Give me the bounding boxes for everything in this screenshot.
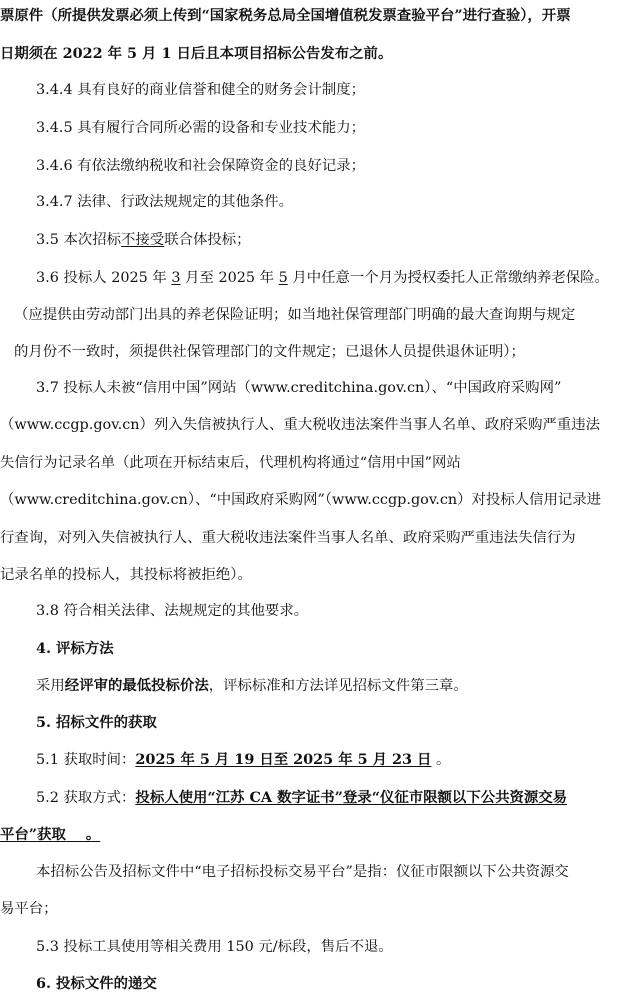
clause-5-1-label: 5.1 获取时间： xyxy=(36,752,136,768)
eval-text: 采用 xyxy=(36,678,65,694)
clause-3-4-6: 3.4.6 有依法缴纳税收和社会保障资金的良好记录； xyxy=(36,158,366,174)
acquisition-method: 投标人使用“江苏 CA 数字证书”登录“仪征市限额以下公共资源交易 xyxy=(135,789,568,806)
clause-3-4-5: 3.4.5 具有履行合同所必需的设备和专业技术能力； xyxy=(36,120,366,136)
acquisition-period: 2025 年 5 月 19 日至 2025 年 5 月 23 日 xyxy=(135,751,432,768)
section-heading-6: 6. 投标文件的递交 xyxy=(36,975,157,992)
text-line: （www.ccgp.gov.cn）列入失信被执行人、重大税收违法案件当事人名单、政府采购严重违法 xyxy=(0,417,601,433)
text-line: （www.creditchina.gov.cn）、“中国政府采购网”（www.ccgp.gov.cn）对投标人信用记录进 xyxy=(0,492,602,508)
clause-3-6-text-end: 月中任意一个月为授权委托人正常缴纳养老保险。 xyxy=(287,270,609,286)
clause-3-8: 3.8 符合相关法律、法规规定的其他要求。 xyxy=(36,603,309,619)
clause-5-1-end: 。 xyxy=(431,752,451,768)
clause-5-1 xyxy=(36,750,640,770)
text-line: 易平台； xyxy=(0,901,58,917)
acquisition-method-end: 。 xyxy=(65,826,101,843)
text-line: 失信行为记录名单（此项在开标结束后，代理机构将通过“信用中国”网站 xyxy=(0,455,461,471)
clause-3-5-text: 3.5 本次招标 xyxy=(36,232,122,248)
end-month: 5 xyxy=(278,270,288,286)
text-line: 记录名单的投标人，其投标将被拒绝）。 xyxy=(0,567,252,583)
clause-3-5 xyxy=(36,230,640,250)
acquisition-method-cont: 平台”获取 xyxy=(0,826,66,843)
eval-method-bold: 经评审的最低投标价法 xyxy=(64,677,209,694)
clause-5-2 xyxy=(36,788,640,808)
clause-5-3: 5.3 投标工具使用等相关费用 150 元/标段，售后不退。 xyxy=(36,939,393,955)
clause-5-2-label: 5.2 获取方式： xyxy=(36,790,136,806)
text-line: 的月份不一致时，须提供社保管理部门的文件规定；已退休人员提供退休证明）； xyxy=(14,344,525,360)
section-heading-5: 5. 招标文件的获取 xyxy=(36,714,157,731)
platform-note: 本招标公告及招标文件中“电子招标投标交易平台”是指：仪征市限额以下公共资源交 xyxy=(36,864,569,880)
text-line: 票原件（所提供发票必须上传到“国家税务总局全国增值税发票查验平台”进行查验），开票 xyxy=(0,7,571,24)
clause-3-7: 3.7 投标人未被“信用中国”网站（www.creditchina.gov.cn）、“中国政府采购网” xyxy=(36,380,562,396)
clause-3-4-7: 3.4.7 法律、行政法规规定的其他条件。 xyxy=(36,194,294,210)
evaluation-method xyxy=(36,676,640,696)
clause-3-5-text-end: 联合体投标； xyxy=(164,232,251,248)
text-line: 日期须在 2022 年 5 月 1 日后且本项目招标公告发布之前。 xyxy=(0,45,393,62)
clause-3-6-text: 3.6 投标人 2025 年 xyxy=(36,270,172,286)
eval-text-end: ，评标标准和方法详见招标文件第三章。 xyxy=(208,678,468,694)
clause-3-6 xyxy=(36,268,640,288)
text-line: （应提供由劳动部门出具的养老保险证明；如当地社保管理部门明确的最大查询期与规定 xyxy=(14,307,576,323)
clause-3-4-4: 3.4.4 具有良好的商业信誉和健全的财务会计制度； xyxy=(36,82,366,98)
clause-3-5-underlined: 不接受 xyxy=(121,232,165,248)
clause-5-2-cont xyxy=(0,825,640,845)
text-line: 行查询，对列入失信被执行人、重大税收违法案件当事人名单、政府采购严重违法失信行为 xyxy=(0,530,576,546)
clause-3-6-text-mid: 月至 2025 年 xyxy=(180,270,279,286)
section-heading-4: 4. 评标方法 xyxy=(36,640,114,657)
start-month: 3 xyxy=(171,270,181,286)
